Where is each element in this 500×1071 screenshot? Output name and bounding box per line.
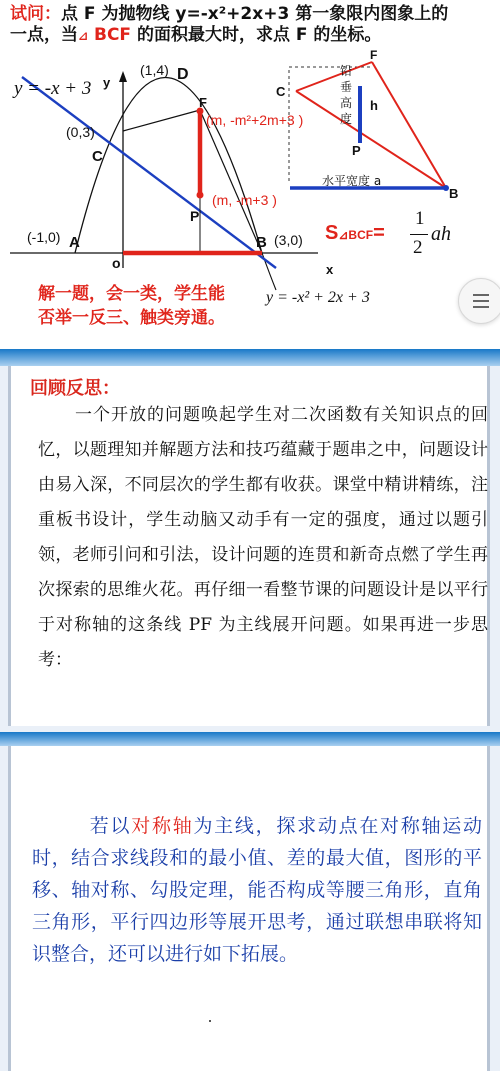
line-equation-label: y = -x + 3 [14, 78, 92, 99]
segment-fb [200, 110, 262, 253]
point-f-label: F [199, 95, 207, 110]
formula-denominator: 2 [413, 237, 423, 258]
question-part1: 点 F 为抛物线 y=-x²+2x+3 第一象限内图象上的一点，当 [10, 4, 449, 45]
extension-body-rest: 为主线，探求动点在对称轴运动时，结合求线段和的最小值、差的最大值，图形的平移、轴对称、勾股定理，能否构成等腰三角形，直角三角形，平行四边形等展开思考，通过联想串联将知识整合，还可以进行如下拓展。 [32, 815, 482, 965]
point-b-coords: (3,0) [274, 232, 303, 248]
x-axis-label: x [326, 262, 334, 277]
area-formula [325, 222, 385, 245]
triangle-symbol: ⊿ [78, 29, 89, 43]
formula-equals: = [373, 222, 385, 244]
extension-body [32, 810, 482, 970]
menu-icon [473, 294, 489, 296]
reflection-heading: 回顾反思： [30, 378, 120, 399]
y-axis-label: y [103, 75, 111, 90]
segment-cf [123, 110, 200, 131]
point-p-label: P [190, 208, 200, 224]
floating-menu-button[interactable] [458, 278, 500, 324]
y-axis-arrow [119, 71, 127, 82]
point-b-label: B [256, 234, 267, 251]
origin-label: o [112, 255, 121, 271]
point-p-dot [197, 192, 204, 199]
slide-header-bar [0, 349, 500, 366]
y-intercept-label: (0,3) [66, 124, 95, 140]
question-prefix: 试问： [10, 4, 61, 24]
point-p-coords: (m, -m+3 ) [212, 192, 277, 208]
formula-s: S [325, 222, 339, 244]
slide-dot-mark [209, 1020, 211, 1022]
question-bcf: BCF [88, 25, 132, 45]
slide-parabola-problem [0, 0, 500, 350]
extension-highlight: 对称轴 [131, 815, 194, 837]
vertex-coords-label: (1,4) [140, 62, 169, 78]
slide-header-bar [0, 732, 500, 746]
point-a-label: A [69, 234, 80, 251]
triangle-p-label: P [352, 143, 361, 158]
triangle-b-label: B [449, 186, 459, 201]
parabola-curve [75, 78, 262, 254]
extension-body-start: 若以 [88, 815, 132, 837]
point-c-label: C [92, 148, 103, 165]
formula-variable: ah [431, 223, 451, 245]
vertical-height-label: 铅 垂 高 度 [340, 64, 353, 126]
horizontal-width-label: 水平宽度 a [322, 174, 382, 188]
parabola-equation-label: y = -x² + 2x + 3 [266, 289, 370, 306]
point-a-coords: (-1,0) [27, 229, 61, 245]
formula-fraction-bar [410, 234, 428, 235]
formula-numerator: 1 [415, 208, 425, 229]
point-f-coords: (m, -m²+2m+3 ) [206, 112, 304, 128]
question-part2: 的面积最大时，求点 F 的坐标。 [131, 25, 382, 45]
triangle-h-label: h [370, 98, 378, 113]
reflection-body: 一个开放的问题唤起学生对二次函数有关知识点的回忆，以题理知并解题方法和技巧蕴藏于题串之中，问题设计由易入深，不同层次的学生都有收获。课堂中精讲精练，注重板书设计，学生动脑又动手有一定的强度，通过以题引领，老师引问和引法，设计问题的连贯和新奇点燃了学生再次探索的思维火花。再仔细一看整节课的问题设计是以平行于对称轴的这条线 PF 为主线展开问题。如果再进一步思考： [38, 405, 488, 670]
vertex-d-label: D [177, 66, 189, 83]
triangle-c-label: C [276, 84, 286, 99]
triangle-f-label: F [370, 48, 378, 62]
formula-subscript: ⊿BCF [338, 228, 374, 242]
triangle-side-fb [372, 62, 446, 188]
teaching-note: 解一题，会一类，学生能 否举一反三、触类旁通。 [38, 284, 225, 328]
